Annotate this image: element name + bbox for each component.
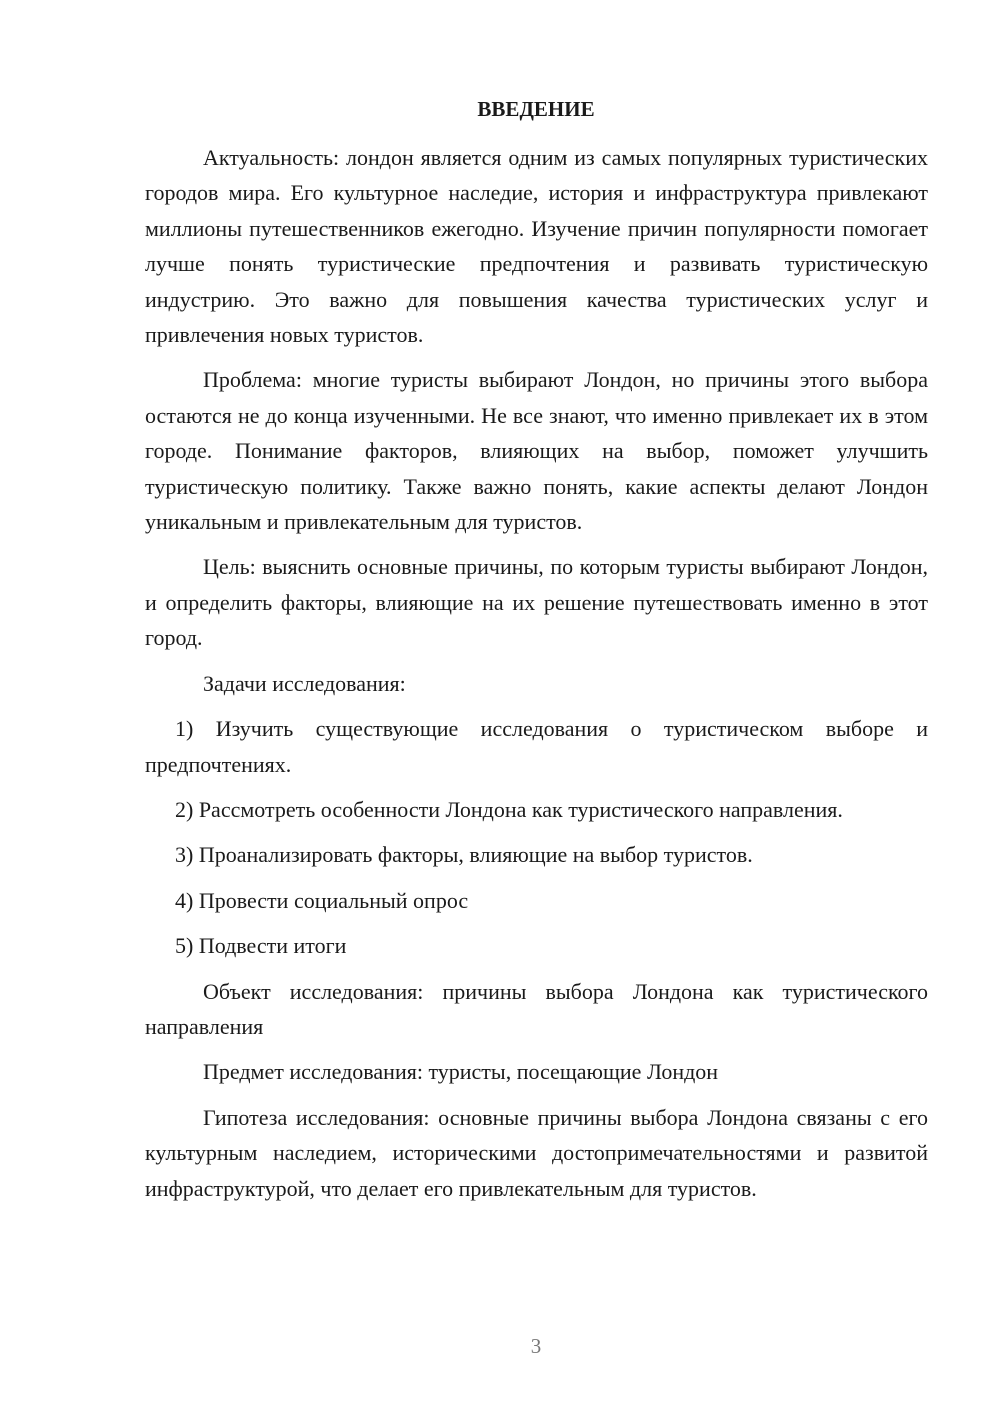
list-item-task-5: 5) Подвести итоги [175, 933, 347, 959]
paragraph-hypothesis: Гипотеза исследования: основные причины выбора Лондона связаны с его культурным наследием, историческими достопримечательностями и развитой инфраструктурой, что делает его привлекательным для туристов. [145, 1104, 928, 1201]
section-heading: ВВЕДЕНИЕ [477, 97, 595, 121]
page-number: 3 [530, 1334, 542, 1358]
paragraph-relevance: Актуальность: лондон является одним из самых популярных туристических городов мира. Его культурное наследие, история и инфраструктура привлекают миллионы путешественников ежегодно. Изучение причин популярности помогает лучше понять туристические предпочтения и развивать туристическую индустрию. Это важно для повышения качества туристических услуг и привлечения новых туристов. [145, 145, 928, 348]
list-item-task-3: 3) Проанализировать факторы, влияющие на выбор туристов. [175, 842, 753, 868]
paragraph-tasks-heading: Задачи исследования: [203, 670, 406, 696]
paragraph-object: Объект исследования: причины выбора Лондона как туристического направления [145, 978, 928, 1039]
document-body [145, 140, 928, 1216]
list-item-task-4: 4) Провести социальный опрос [175, 887, 469, 913]
paragraph-goal: Цель: выяснить основные причины, по которым туристы выбирают Лондон, и определить факторы, влияющие на их решение путешествовать именно в этот город. [145, 554, 928, 651]
paragraph-subject: Предмет исследования: туристы, посещающие Лондон [203, 1059, 719, 1085]
paragraph-problem: Проблема: многие туристы выбирают Лондон, но причины этого выбора остаются не до конца изученными. Не все знают, что именно привлекает их в этом городе. Понимание факторов, влияющих на выбор, поможет улучшить туристическую политику. Также важно понять, какие аспекты делают Лондон уникальным и привлекательным для туристов. [145, 367, 928, 535]
list-item-task-1: 1) Изучить существующие исследования о туристическом выборе и предпочтениях. [145, 716, 928, 777]
list-item-task-2: 2) Рассмотреть особенности Лондона как туристического направления. [175, 796, 843, 822]
